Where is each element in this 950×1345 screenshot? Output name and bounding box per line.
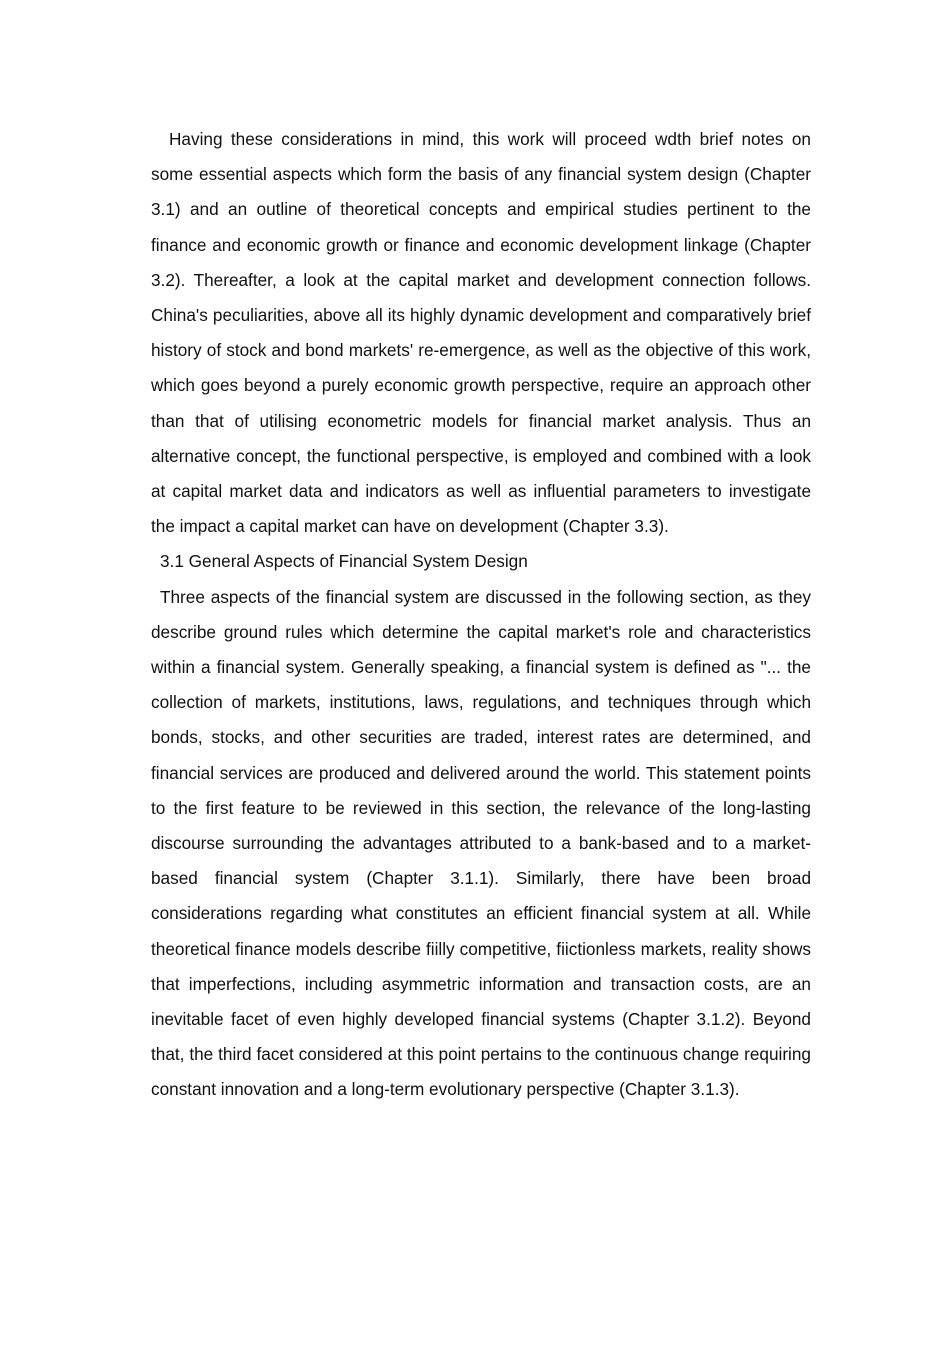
intro-paragraph: Having these considerations in mind, this work will proceed wdth brief notes on some essential aspects which form the basis of any financial system design (Chapter 3.1) and an outline of theoretical concepts and empirical studies pertinent to the finance and economic growth or finance and economic development linkage (Chapter 3.2). Thereafter, a look at the capital market and development connection follows. China's peculiarities, above all its highly dynamic development and comparatively brief history of stock and bond markets' re-emergence, as well as the objective of this work, which goes beyond a purely economic growth perspective, require an approach other than that of utilising econometric models for financial market analysis. Thus an alternative concept, the functional perspective, is employed and combined with a look at capital market data and indicators as well as influential parameters to investigate the impact a capital market can have on development (Chapter 3.3). [151, 129, 811, 537]
body-text [151, 122, 811, 1108]
section-heading: 3.1 General Aspects of Financial System Design [160, 551, 528, 572]
section-paragraph: Three aspects of the financial system are discussed in the following section, as they describe ground rules which determine the capital market's role and characteristics within a financial system. Generally speaking, a financial system is defined as "... the collection of markets, institutions, laws, regulations, and techniques through which bonds, stocks, and other securities are traded, interest rates are determined, and financial services are produced and delivered around the world. This statement points to the first feature to be reviewed in this section, the relevance of the long-lasting discourse surrounding the advantages attributed to a bank-based and to a market-based financial system (Chapter 3.1.1). Similarly, there have been broad considerations regarding what constitutes an efficient financial system at all. While theoretical finance models describe fiilly competitive, fiictionless markets, reality shows that imperfections, including asymmetric information and transaction costs, are an inevitable facet of even highly developed financial systems (Chapter 3.1.2). Beyond that, the third facet considered at this point pertains to the continuous change requiring constant innovation and a long-term evolutionary perspective (Chapter 3.1.3). [151, 586, 811, 1100]
